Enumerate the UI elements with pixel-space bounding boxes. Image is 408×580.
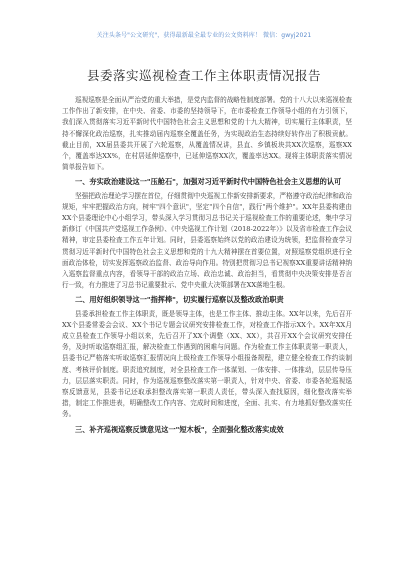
section-heading-2: 二、用好组织领导这一"指挥棒"，切实履行巡察以及整改政治职责 (75, 295, 284, 305)
document-body (62, 95, 352, 438)
section-2-paragraph: 县委承担检查工作主体职责，既是领导主体，也是工作主体、推动主体。XX年以来，先后召开XX个县委常委会会议、XX个书记专题会议研究安排检查工作，对检查工作指示XX个。XX年XX月成立县检查工作领导小组以来，先后召开了XX个调整（XX、XX），共召开XX个会议研究安排任务，及时听取巡察组汇报，解决检查工作遇到的困难与问题。作为检查工作主体职责第一职责人，县委书记严格落实听取巡察汇报情况向上级检查工作领导小组报备规程，建立健全检查工作约谈制度、考核评价制度。职责追究制度，对全县检查工作一体谋划、一体安排、一体推动，层层传导压力，层层落实职责。同时，作为巡视巡察整改落实第一职责人，针对中央、省委、市委各轮巡视巡察反馈意见，县委书记还取承担整改落实第一职责人责任，带头深入查找原因，细化整改落实举措，制定工作推进表，明确整改工作内容、完成时间和进度，全面、扎实、有力地抓好整改落实任务。 (62, 309, 352, 419)
section-heading-3: 三、补齐巡视巡察反馈意见这一"短木板"，全面强化整改落实成效 (75, 424, 284, 434)
section-heading-1: 一、夯实政治建设这一"压舱石"，加强对习近平新时代中国特色社会主义思想的认可 (75, 177, 342, 187)
section-1-paragraph: 坚强把政治理论学习摆在首位，仔细贯彻中央巡视工作新安排新要求，严格遵守政治纪律和政治规矩，牢牢把握政治方向，树牢"四个意识"，坚定"四个自信"，践行"两个维护"。XX年县委构建由XX个县委理论中心小组学习，带头深入学习贯彻习总书记关于巡视检查工作的重要论述，集中学习新修订《中国共产党巡视工作条例》、《中央巡视工作计划（2018-2022年）》以及省市检查工作会议精神，审定县委检查工作五年计划。同时，县委巡察始终以党的政治建设为统领，把监督检查学习贯彻习近平新时代中国特色社会主义思想和党的十九大精神摆在首要位置，对照巡察党组织进行全面政治体检，切实发挥巡察政治监督、政治导向作用。特别把贯彻习总书记视察XX重要讲话精神纳入巡察监督重点内容，看领导干部的政治立场、政治忠诚、政治担当，看贯彻中央决策安排是否言行一致，有力推进了习总书记重要批示、党中央重大决策部署在XX落地生根。 (62, 191, 352, 290)
document-title: 县委落实巡视检查工作主体职责情况报告 (86, 68, 321, 83)
intro-paragraph: 巡视巡察是全面从严治党的重大举措，是党内监督的战略性制度部署。党的十八大以来巡视检查工作作出了新安排，在中央、省委、市委的坚持领导下，在市委检查工作领导小组的有力引领下，我们深入贯彻落实习近平新时代中国特色社会主义思想和党的十九大精神，切实履行主体职责，坚持不懈深化政治巡察，扎实推动届内巡察全覆盖任务，为实现政治生态持续好转作出了积极贡献。截止目前，XX届县委共开展了六轮巡察，从覆盖情况讲，县直、乡镇板块共XX次巡察，巡察XX个，覆盖率达XX%，在村居延伸巡察中，已延伸巡察XX次，覆盖率达XX。现将主体职责落实情况简单报告如下。 (62, 96, 352, 172)
header-banner: 关注头条号"公文研究"，获得最新最全最专业的公文资料库！ 微信：gwyj2021 (96, 32, 312, 39)
